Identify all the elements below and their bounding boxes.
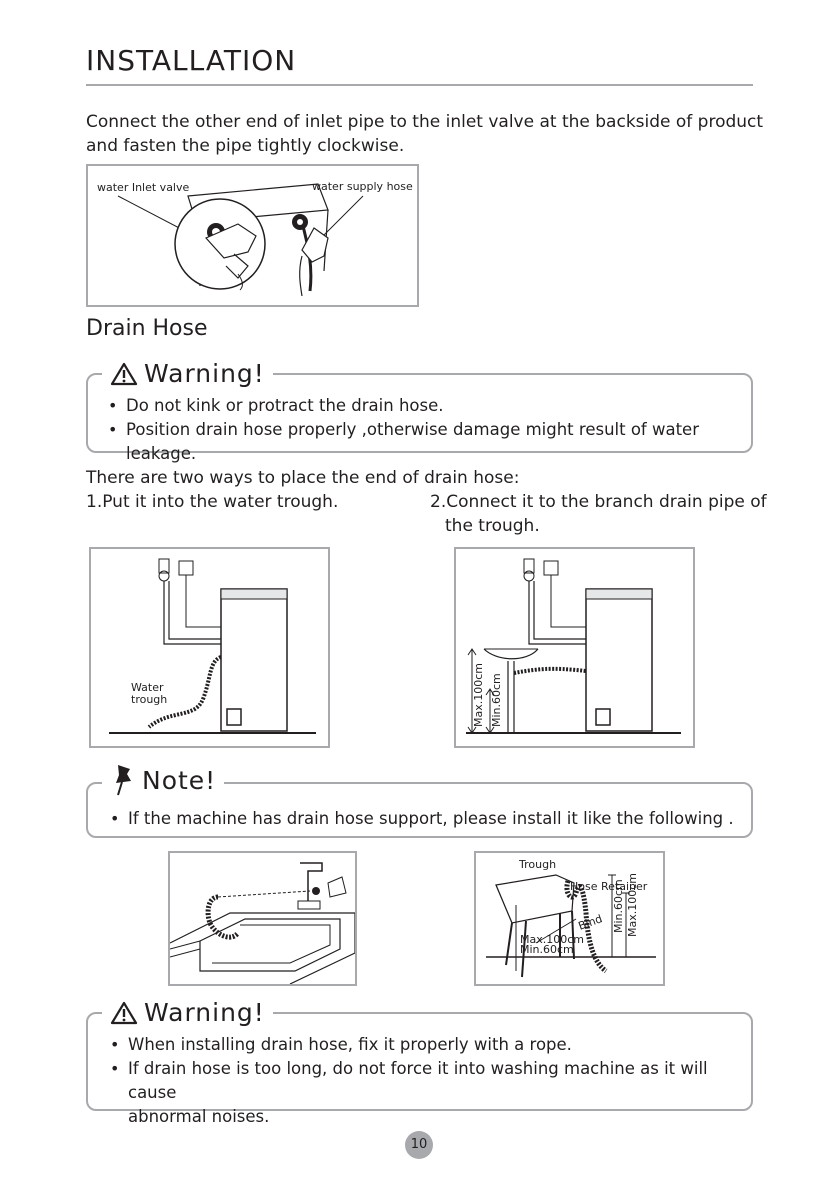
warning-2-item-1: • When installing drain hose, fix it properly with a rope. — [106, 1033, 746, 1057]
label-max-left: Max.100cm — [520, 933, 584, 946]
page-number: 10 — [405, 1131, 433, 1159]
warning-triangle-icon — [110, 362, 138, 386]
way-1: 1.Put it into the water trough. — [86, 492, 339, 512]
warning-triangle-icon — [110, 1001, 138, 1025]
warning-title-1: Warning! — [144, 359, 265, 388]
intro-paragraph — [86, 110, 766, 158]
warning-1-item-2: • Position drain hose properly ,otherwise damage might result of water leakage. — [104, 418, 749, 466]
note-heading — [102, 763, 224, 797]
note-item-1: • If the machine has drain hose support, please install it like the following . — [106, 807, 746, 831]
inlet-valve-figure — [86, 164, 419, 307]
page-title: INSTALLATION — [86, 44, 297, 77]
way-2-line-2: the trough. — [445, 516, 540, 536]
label-hose-retainer: Hose Retainer — [570, 880, 648, 893]
sink-figure — [168, 851, 357, 986]
warning-heading-2 — [102, 998, 273, 1027]
warning-heading-1 — [102, 359, 273, 388]
warning-list-1 — [104, 394, 749, 466]
intro-line-2: and fasten the pipe tightly clockwise. — [86, 136, 405, 156]
label-trough: trough — [131, 693, 168, 706]
label-water-inlet-valve: water Inlet valve — [97, 181, 190, 194]
branch-pipe-figure — [454, 547, 695, 748]
label-min-60cm: Min.60cm — [490, 673, 503, 727]
warning-2-item-2-cont: abnormal noises. — [128, 1107, 270, 1126]
label-min-left: Min.60cm — [520, 943, 574, 956]
ways-intro: There are two ways to place the end of drain hose: — [86, 468, 520, 488]
warning-2-item-2-text: If drain hose is too long, do not force it into washing machine as it will cause — [128, 1059, 708, 1102]
trough-retainer-figure — [474, 851, 665, 986]
label-trough-top: Trough — [519, 858, 557, 871]
label-water-supply-hose: water supply hose — [312, 180, 413, 193]
warning-title-2: Warning! — [144, 998, 265, 1027]
intro-line-1: Connect the other end of inlet pipe to the inlet valve at the backside of product — [86, 112, 764, 132]
label-water: Water — [131, 681, 164, 694]
label-max-right: Max.100cm — [626, 873, 639, 937]
label-max-100cm: Max.100cm — [472, 663, 485, 727]
note-title: Note! — [142, 765, 217, 795]
label-min-right: Min.60cm — [612, 879, 625, 933]
warning-list-2 — [106, 1033, 746, 1129]
way-2-line-1: 2.Connect it to the branch drain pipe of — [430, 492, 767, 512]
title-divider — [86, 84, 753, 86]
warning-1-item-1: • Do not kink or protract the drain hose. — [104, 394, 749, 418]
note-list — [106, 807, 746, 831]
label-bind: Bind — [576, 912, 605, 933]
drain-hose-heading: Drain Hose — [86, 316, 208, 341]
water-trough-figure — [89, 547, 330, 748]
pushpin-icon — [110, 763, 136, 797]
warning-2-item-2 — [106, 1057, 746, 1129]
